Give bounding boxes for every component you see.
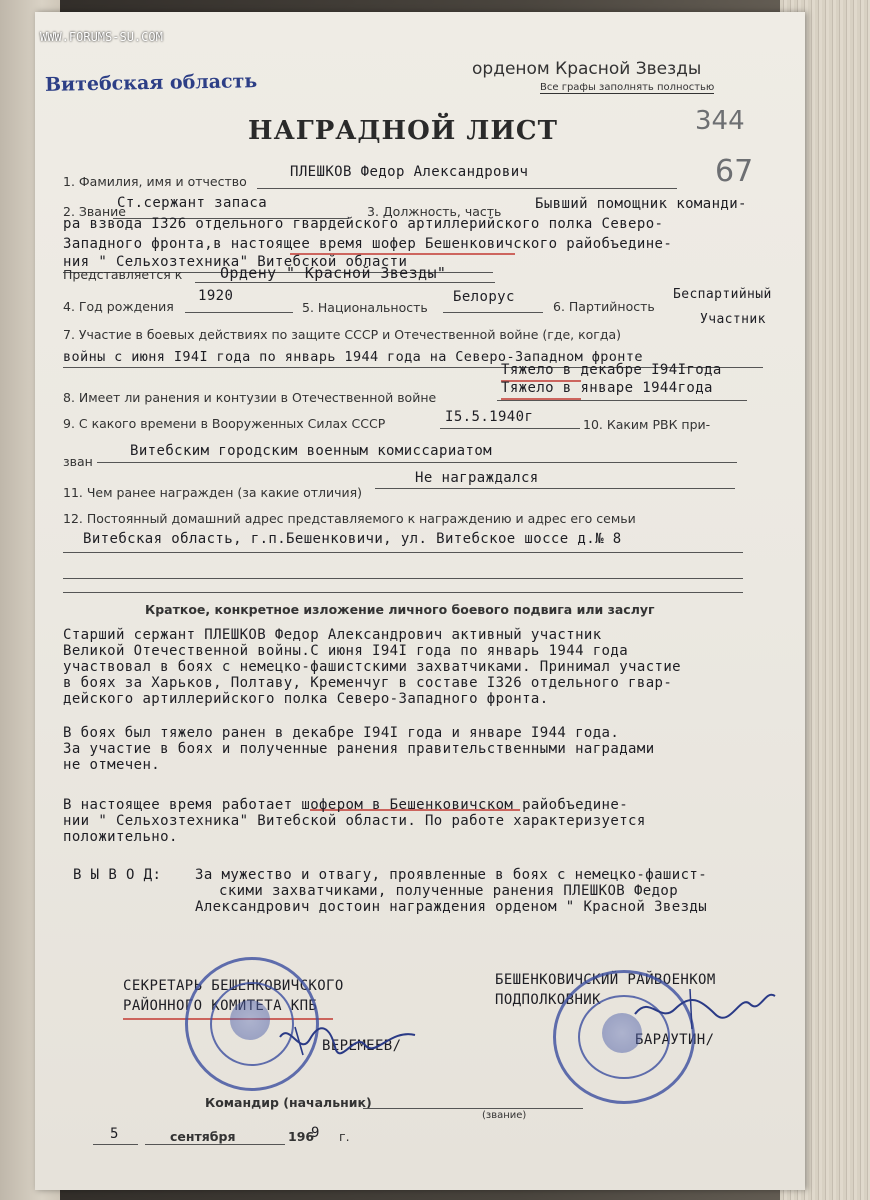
field-10-label: 10. Каким РВК при- [583,417,711,432]
field-12-line-2 [63,578,743,579]
field-10-value: Витебским городским военным комиссариатом [130,443,492,459]
field-6-label: 6. Партийность [553,299,655,314]
field-12-value: Витебская область, г.п.Бешенковичи, ул. Витебское шоссе д.№ 8 [83,531,622,547]
field-12-line-1 [63,552,743,553]
feat-paragraph-2 [63,725,655,773]
date-year-suffix: 9 [311,1125,320,1141]
page-title: НАГРАДНОЙ ЛИСТ [248,116,558,146]
field-10-line [97,462,737,463]
feat-line: дейского артиллерийского полка Северо-Западного фронта. [63,691,549,707]
pencil-number-top: 344 [695,106,745,136]
order-title: орденом Красной Звезды [472,59,702,79]
field-2-value: Ст.сержант запаса [117,195,268,211]
field-9-label: 9. С какого времени в Вооруженных Силах СССР [63,416,386,431]
rank-label: (звание) [482,1110,527,1121]
field-3-value-1: Бывший помощник команди- [535,196,747,212]
field-5-label: 5. Национальность [302,300,428,315]
presented-value: Ордену " Красной Звезды" [220,264,447,282]
field-4-value: 1920 [198,288,234,304]
field-9-value: I5.5.1940г [445,409,534,425]
field-1-line [257,188,677,189]
feat-line: Великой Отечественной войны.С июня I94I года по январь 1944 года [63,643,629,659]
left-signatory-line-2: РАЙОННОГО КОМИТЕТА КПБ [123,998,318,1014]
field-7-value-1: Участник [700,312,766,327]
field-8-label: 8. Имеет ли ранения и контузии в Отечественной войне [63,390,437,405]
field-5-value: Белорус [453,289,515,305]
pencil-number: 67 [715,154,754,189]
fill-note: Все графы заполнять полностью [540,82,715,93]
section-divider [63,592,743,593]
seal-emblem [230,1000,270,1040]
field-7-value-2: войны с июня I94I года по январь 1944 года на Северо-Западном фронте [63,349,643,365]
region-stamp: Витебская область [44,70,258,96]
field-3-value-2: ра взвода I326 отдельного гвардейского артиллерийского полка Северо- [63,216,664,232]
field-12-label: 12. Постоянный домашний адрес представляемого к награждению и адрес его семьи [63,511,636,526]
date-day: 5 [110,1126,119,1142]
feat-heading: Краткое, конкретное изложение личного боевого подвига или заслуг [145,602,655,617]
signature-left [275,1017,425,1062]
signature-right [630,984,780,1034]
field-11-value: Не награждался [415,470,539,486]
feat-paragraph-3 [63,797,646,845]
field-3-value-3: Западного фронта,в настоящее время шофер Бешенковичского райобъедине- [63,236,673,252]
conclusion-line: Александрович достоин награждения орденом " Красной Звезды [195,899,708,915]
commander-line [363,1108,583,1109]
field-9-line [440,428,580,429]
feat-line: нии " Сельхозтехника" Витебской области. По работе характеризуется [63,813,646,829]
presented-label: Представляется к [63,267,183,282]
field-8-value-1: Тяжело в декабре I94Iгода [501,362,722,378]
feat-line: Старший сержант ПЛЕШКОВ Федор Александрович активный участник [63,627,602,643]
field-4-label: 4. Год рождения [63,299,174,314]
field-7-label: 7. Участие в боевых действиях по защите СССР и Отечественной войне (где, когда) [63,327,622,342]
feat-line: В боях был тяжело ранен в декабре I94I года и январе I944 года. [63,725,620,741]
field-8-value-2: Тяжело в январе 1944года [501,380,713,396]
field-11-line [375,488,735,489]
field-11-label: 11. Чем ранее награжден (за какие отличия) [63,485,363,500]
watermark: WWW.FORUMS-SU.COM [40,30,163,44]
field-3-value-4: ния " Сельхозтехника" Витебской области [63,254,408,270]
feat-line: В настоящее время работает шофером в Бешенковичском райобъедине- [63,797,629,813]
feat-line: в боях за Харьков, Полтаву, Кременчуг в составе I326 отдельного гвар- [63,675,673,691]
conclusion-text [195,867,707,915]
field-4-line [185,312,293,313]
field-8-line [497,400,747,401]
feat-line: участвовал в боях с немецко-фашистскими захватчиками. Принимал участие [63,659,682,675]
date-month-line [145,1144,285,1145]
field-3-label: 3. Должность, часть [367,204,502,219]
field-6-value: Беспартийный [673,287,772,302]
right-signatory-line-2: ПОДПОЛКОВНИК [495,992,601,1008]
date-day-line [93,1144,138,1145]
left-signatory-name: ВЕРЕМЕЕВ/ [322,1038,402,1054]
feat-line: За участие в боях и полученные ранения правительственными наградами [63,741,655,757]
right-signatory-line-1: БЕШЕНКОВИЧСКИЙ РАЙВОЕНКОМ [495,972,716,988]
field-1-label: 1. Фамилия, имя и отчество [63,174,247,189]
presented-line [195,282,495,283]
field-1-value: ПЛЕШКОВ Федор Александрович [290,164,529,180]
date-year-prefix: 196 [288,1129,315,1144]
left-signatory-line-1: СЕКРЕТАРЬ БЕШЕНКОВИЧСКОГО [123,978,344,994]
conclusion-line: скими захватчиками, полученные ранения ПЛЕШКОВ Федор [219,883,679,899]
feat-paragraph-1 [63,627,681,707]
field-10-label-2: зван [63,454,93,469]
date-year-label: г. [339,1129,350,1144]
conclusion-label: В Ы В О Д: [73,867,162,883]
right-signatory-name: БАРАУТИН/ [635,1032,715,1048]
conclusion-line: За мужество и отвагу, проявленные в боях с немецко-фашист- [195,867,708,883]
feat-line: не отмечен. [63,757,161,773]
commander-label: Командир (начальник) [205,1095,372,1110]
field-5-line [443,312,543,313]
field-2-label: 2. Звание [63,204,126,219]
award-sheet [35,12,805,1190]
feat-line: положительно. [63,829,178,845]
date-month: сентября [170,1129,236,1144]
